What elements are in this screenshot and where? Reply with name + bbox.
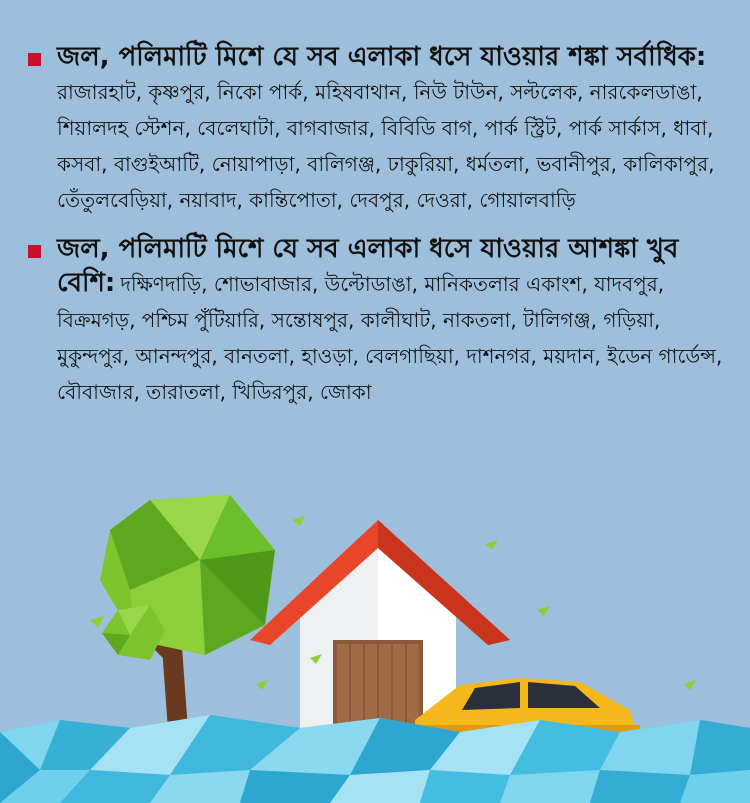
section-heading: জল, পলিমাটি মিশে যে সব এলাকা ধসে যাওয়ার আশঙ্কা খুব বেশি: (57, 234, 679, 298)
red-square-bullet-icon (28, 245, 41, 258)
area-list: দক্ষিণদাড়ি, শোভাবাজার, উল্টোডাঙা, মানিকতলার একাংশ, যাদবপুর, বিক্রমগড়, পশ্চিম পুঁটিয়ারি, সন্তোষপুর, কালীঘাট, নাকতলা, টালিগঞ্জ, গড়িয়া, মুকুন্দপুর, আনন্দপুর, বানতলা, হাওড়া, বেলগাছিয়া, দাশনগর, ময়দান, ইডেন গার্ডেন্স, বৌবাজার, তারাতলা, খিডিরপুর, জোকা (57, 272, 723, 404)
flood-risk-list (28, 40, 728, 424)
flood-scene-illustration (0, 470, 750, 803)
area-list: রাজারহাট, কৃষ্ণপুর, নিকো পার্ক, মহিষবাথান, নিউ টাউন, সল্টলেক, নারকেলডাঙা, শিয়ালদহ স্টেশন, বেলেঘাটা, বাগবাজার, বিবিডি বাগ, পার্ক স্ট্রিট, পার্ক সার্কাস, ধাবা, কসবা, বাগুইআটি, নোয়াপাড়া, বালিগঞ্জ, ঢাকুরিয়া, ধর্মতলা, ভবানীপুর, কালিকাপুর, তেঁতুলবেড়িয়া, নয়াবাদ, কান্তিপোতা, দেবপুর, দেওরা, গোয়ালবাড়ি (57, 80, 715, 212)
red-square-bullet-icon (28, 53, 41, 66)
tree-illustration (100, 495, 275, 730)
section-high-risk (28, 232, 728, 410)
section-heading: জল, পলিমাটি মিশে যে সব এলাকা ধসে যাওয়ার শঙ্কা সর্বাধিক: (57, 42, 707, 72)
section-highest-risk (28, 40, 728, 218)
